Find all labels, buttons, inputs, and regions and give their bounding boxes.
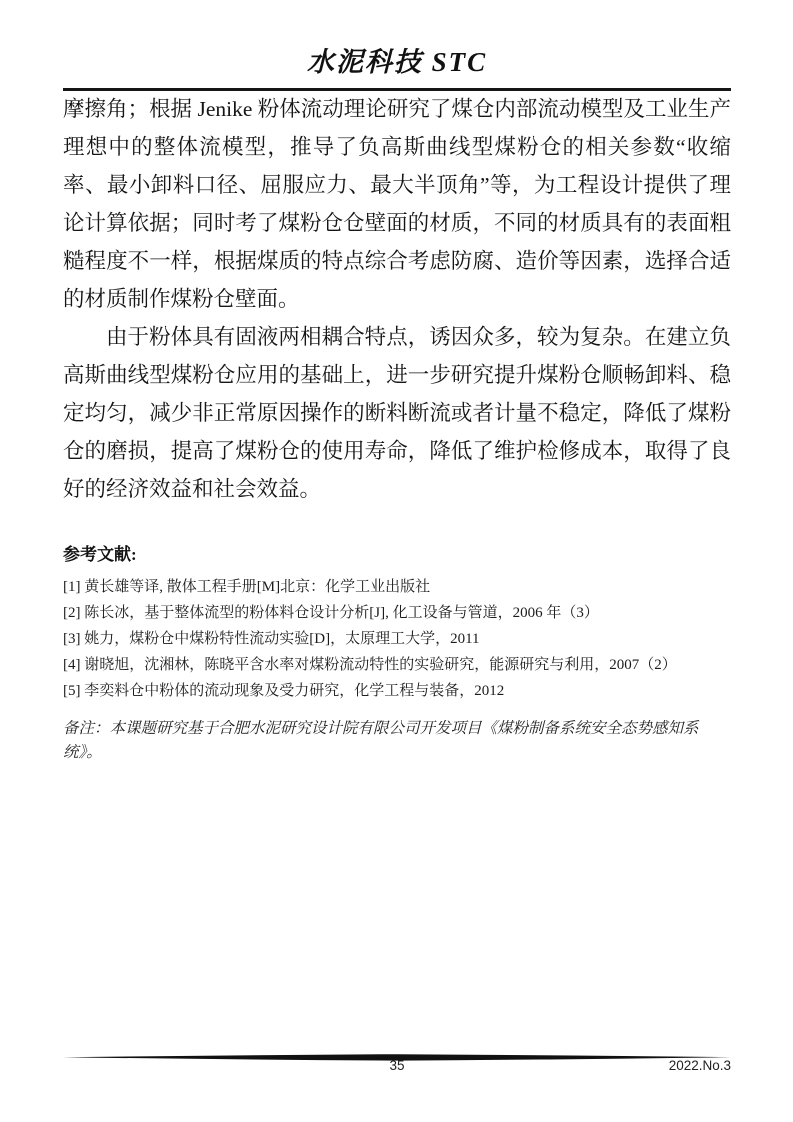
journal-title: 水泥科技 STC (306, 47, 488, 77)
reference-item: [1] 黄长雄等译, 散体工程手册[M]北京：化学工业出版社 (63, 579, 431, 595)
references-list (63, 574, 731, 704)
reference-item: [4] 谢晓旭，沈湘林，陈晓平含水率对煤粉流动特性的实验研究，能源研究与利用，2007（2） (63, 657, 677, 673)
page-header (63, 40, 731, 79)
footer-divider (63, 1049, 731, 1058)
page-footer (63, 1058, 731, 1078)
reference-item: [2] 陈长冰，基于整体流型的粉体料仓设计分析[J], 化工设备与管道，2006 年（3） (63, 605, 599, 621)
references-section (63, 543, 731, 704)
page-number: 35 (389, 1058, 405, 1073)
body-paragraph-2: 由于粉体具有固液两相耦合特点，诱因众多，较为复杂。在建立负高斯曲线型煤粉仓应用的基础上，进一步研究提升煤粉仓顺畅卸料、稳定均匀，减少非正常原因操作的断料断流或者计量不稳定，降低了煤粉仓的磨损，提高了煤粉仓的使用寿命，降低了维护检修成本，取得了良好的经济效益和社会效益。 (63, 325, 731, 501)
reference-item: [5] 李奕料仓中粉体的流动现象及受力研究，化学工程与装备，2012 (63, 683, 505, 699)
reference-item: [3] 姚力，煤粉仓中煤粉特性流动实验[D]，太原理工大学，2011 (63, 631, 480, 647)
article-body (63, 90, 731, 508)
body-paragraph-1: 摩擦角；根据 Jenike 粉体流动理论研究了煤仓内部流动模型及工业生产理想中的整体流模型，推导了负高斯曲线型煤粉仓的相关参数“收缩率、最小卸料口径、屈服应力、最大半顶角”等，为工程设计提供了理论计算依据；同时考了煤粉仓仓壁面的材质，不同的材质具有的表面粗糙程度不一样，根据煤质的特点综合考虑防腐、造价等因素，选择合适的材质制作煤粉仓壁面。 (63, 97, 731, 311)
references-title: 参考文献: (63, 545, 137, 564)
author-note: 备注：本课题研究基于合肥水泥研究设计院有限公司开发项目《煤粉制备系统安全态势感知系统》。 (63, 720, 699, 761)
issue-label: 2022.No.3 (668, 1058, 731, 1073)
